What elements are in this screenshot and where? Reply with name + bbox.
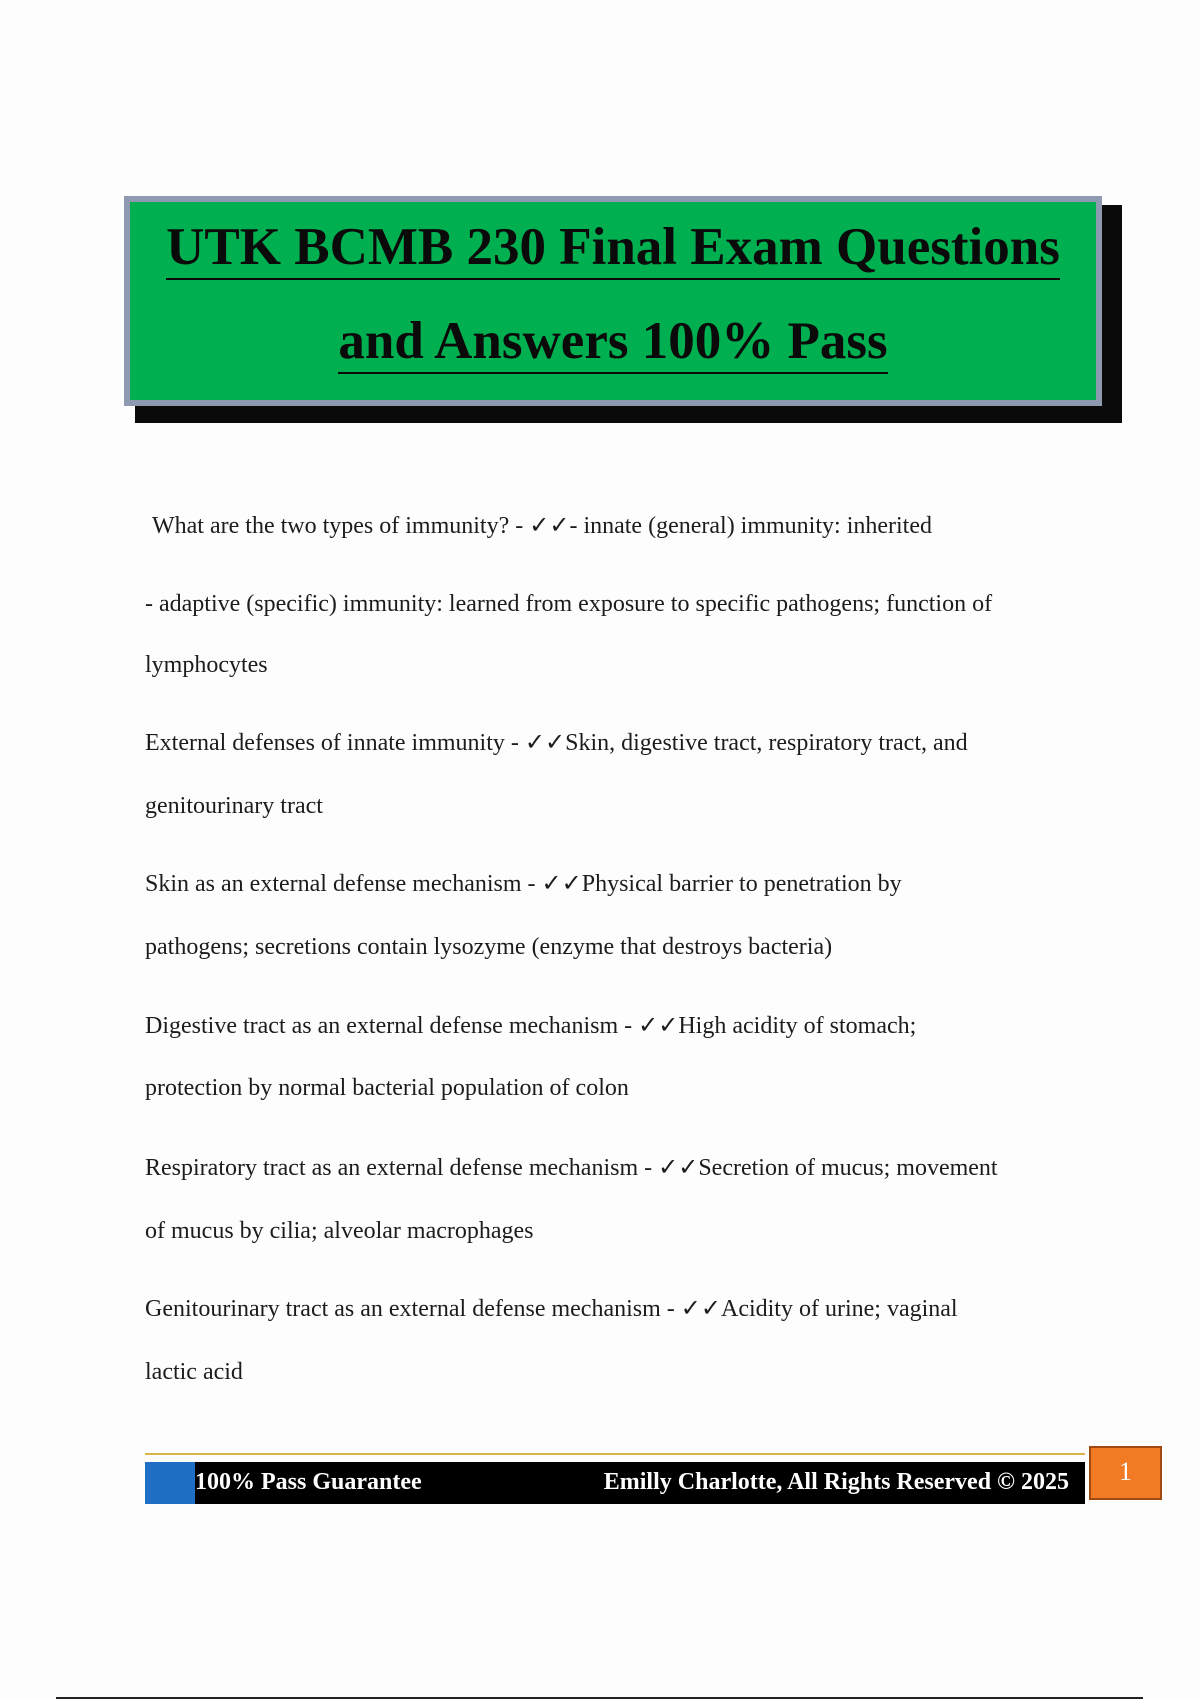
title-banner <box>124 196 1102 406</box>
qa-line: lactic acid <box>145 1359 243 1385</box>
qa-line: lymphocytes <box>145 652 268 678</box>
qa-line: protection by normal bacterial population of colon <box>145 1075 629 1101</box>
qa-line: Genitourinary tract as an external defense mechanism - ✓✓Acidity of urine; vaginal <box>145 1296 958 1322</box>
qa-line: External defenses of innate immunity - ✓✓Skin, digestive tract, respiratory tract, and <box>145 730 968 756</box>
footer-pass-guarantee: 100% Pass Guarantee <box>195 1469 422 1495</box>
qa-line: of mucus by cilia; alveolar macrophages <box>145 1218 534 1244</box>
footer-bar <box>145 1462 1085 1504</box>
footer-copyright: Emilly Charlotte, All Rights Reserved © 2025 <box>603 1469 1069 1495</box>
qa-line: - adaptive (specific) immunity: learned from exposure to specific pathogens; function of <box>145 591 993 617</box>
qa-line: What are the two types of immunity? - ✓✓- innate (general) immunity: inherited <box>152 513 932 539</box>
footer-accent <box>145 1462 195 1504</box>
qa-line: Respiratory tract as an external defense mechanism - ✓✓Secretion of mucus; movement <box>145 1155 998 1181</box>
footer-rule <box>145 1453 1085 1455</box>
bottom-rule <box>56 1697 1143 1699</box>
qa-line: Skin as an external defense mechanism - ✓✓Physical barrier to penetration by <box>145 871 902 897</box>
title-line-1: UTK BCMB 230 Final Exam Questions <box>166 216 1060 280</box>
qa-line: Digestive tract as an external defense mechanism - ✓✓High acidity of stomach; <box>145 1013 917 1039</box>
qa-line: genitourinary tract <box>145 793 323 819</box>
page-number: 1 <box>1089 1446 1162 1500</box>
title-line-2: and Answers 100% Pass <box>338 310 887 374</box>
qa-line: pathogens; secretions contain lysozyme (enzyme that destroys bacteria) <box>145 934 833 960</box>
